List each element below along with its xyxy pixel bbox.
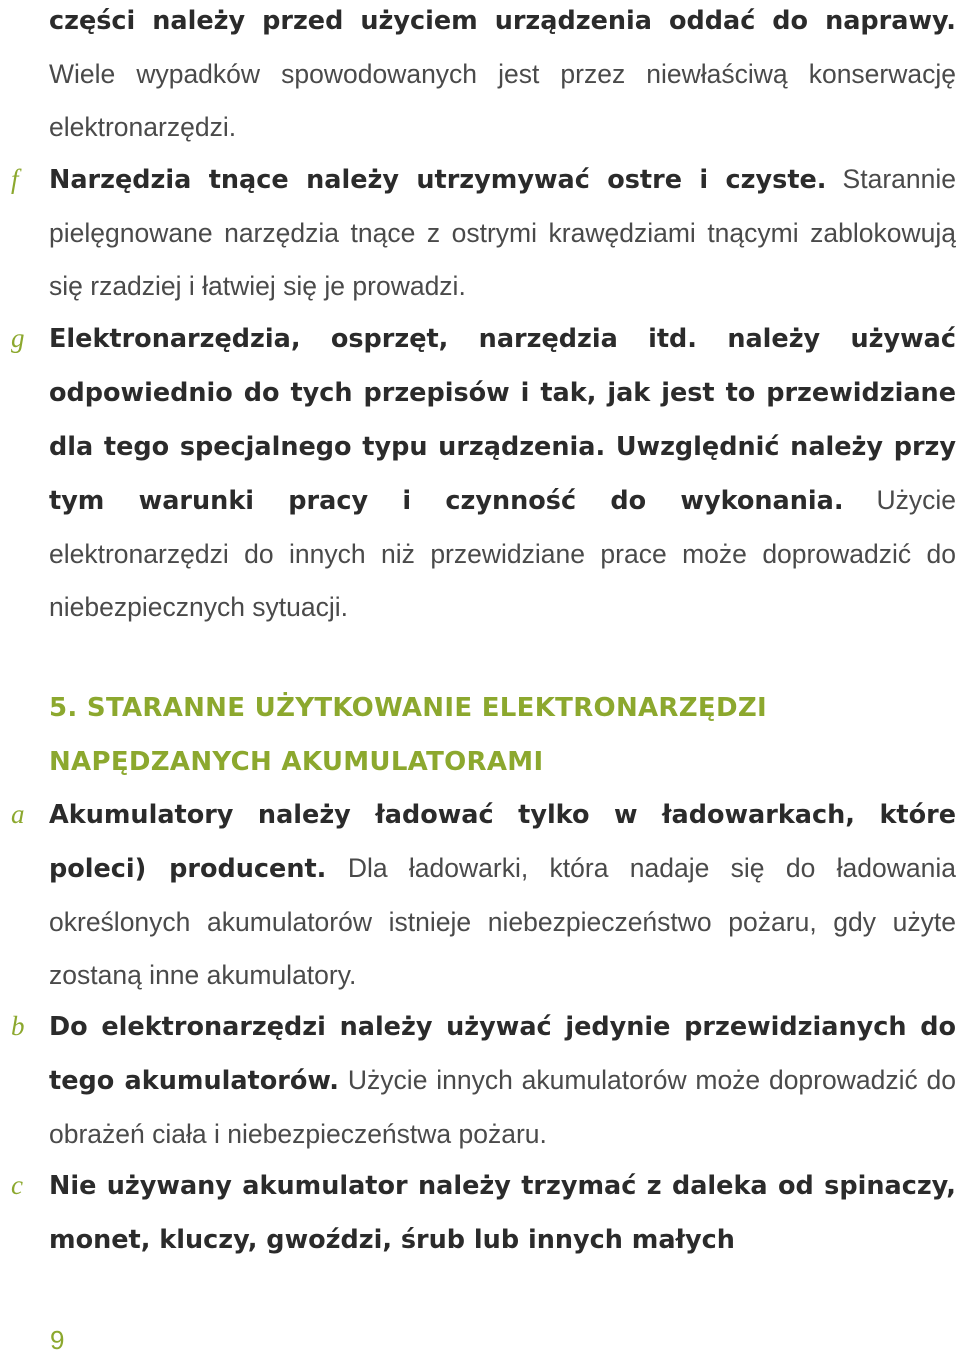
- section-heading-line2: NAPĘDZANYCH AKUMULATORAMI: [49, 747, 544, 777]
- item-bold-text: Narzędzia tnące należy utrzymywać ostre i czyste.: [49, 165, 827, 195]
- item-bold-text: Nie używany akumulator należy trzymać z daleka od spinaczy, monet, kluczy, gwoździ, śrub lub innych małych: [49, 1171, 956, 1255]
- item-letter: a: [11, 799, 25, 829]
- item-regular-text: Użycie innych akumulatorów może doprowadzić do obrażeń ciała i niebezpieczeństwa pożaru.: [49, 1065, 957, 1149]
- item-letter: f: [11, 164, 19, 194]
- continued-paragraph: [0, 0, 960, 154]
- item-bold-text: Do elektronarzędzi należy używać jedynie przewidzianych do tego akumulatorów.: [49, 1012, 956, 1096]
- list-item-b: [0, 1000, 960, 1161]
- continued-bold-text: części należy przed użyciem urządzenia oddać do naprawy.: [49, 6, 956, 36]
- list-item-c: [0, 1159, 960, 1267]
- item-letter: g: [11, 323, 25, 353]
- section-heading-line1: 5. STARANNE UŻYTKOWANIE ELEKTRONARZĘDZI: [49, 693, 767, 723]
- list-item-a: [0, 788, 960, 1002]
- item-regular-text: Dla ładowarki, która nadaje się do ładowania określonych akumulatorów istnieje niebezpieczeństwo pożaru, gdy użyte zostaną inne akumulatory.: [49, 853, 956, 990]
- item-bold-text: Elektronarzędzia, osprzęt, narzędzia itd. należy używać odpowiednio do tych przepisów i tak, jak jest to przewidziane dla tego specjalnego typu urządzenia. Uwzględnić należy przy tym warunki pracy i czynność do wykonania.: [49, 324, 956, 516]
- item-regular-text: Użycie elektronarzędzi do innych niż przewidziane prace może doprowadzić do niebezpiecznych sytuacji.: [49, 485, 956, 622]
- item-regular-text: Starannie pielęgnowane narzędzia tnące z ostrymi krawędziami tnącymi zablokowują się rzadziej i łatwiej się je prowadzi.: [49, 164, 956, 301]
- page-number: 9: [50, 1325, 65, 1355]
- item-letter: c: [11, 1170, 23, 1200]
- item-bold-text: Akumulatory należy ładować tylko w ładowarkach, które poleci) producent.: [49, 800, 956, 884]
- list-item-f: [0, 153, 960, 313]
- item-letter: b: [11, 1011, 25, 1041]
- section-heading: [49, 681, 767, 789]
- continued-regular-text: Wiele wypadków spowodowanych jest przez niewłaściwą konserwację elektronarzędzi.: [49, 59, 956, 142]
- list-item-g: [0, 312, 960, 634]
